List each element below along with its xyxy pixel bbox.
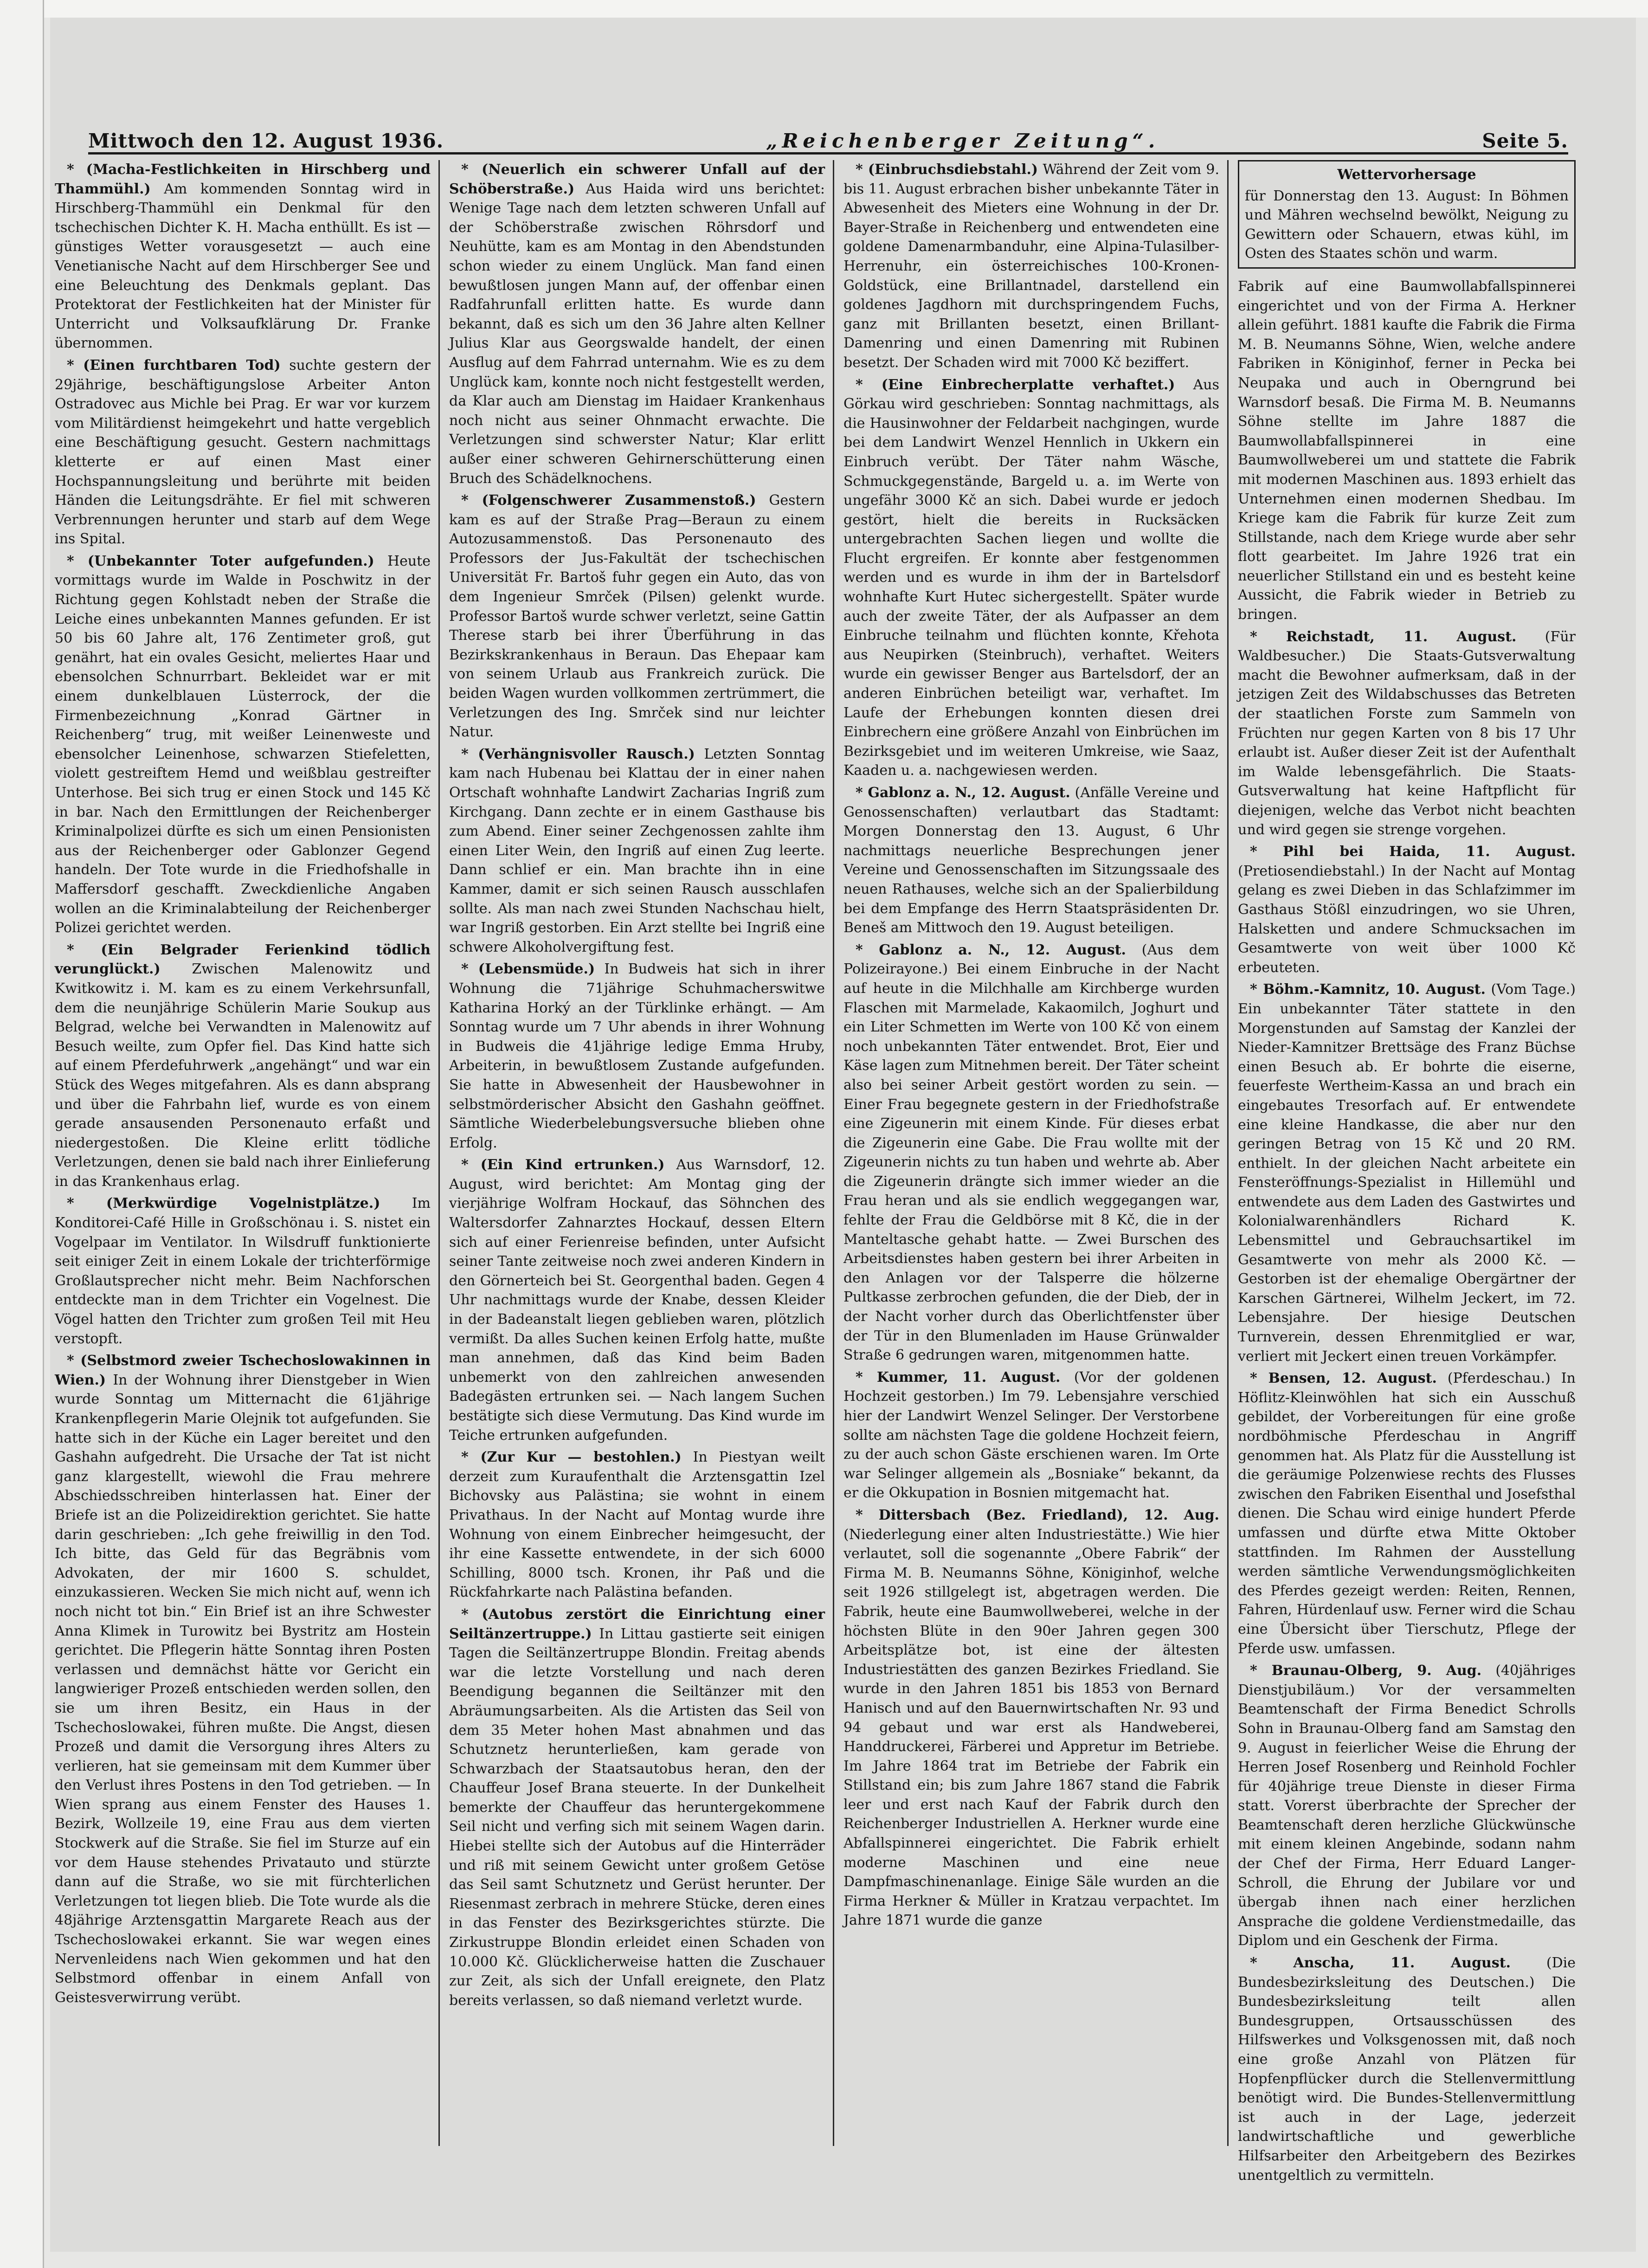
- article-lead: * Kummer, 11. August.: [856, 1369, 1061, 1385]
- article-text: Am kommenden Sonntag wird in Hirschberg-Thammühl ein Denkmal für den tschechischen Dichter K. H. Macha enthüllt. Es ist — günstiges Wetter vorausgesetzt — auch eine Venetianische Nacht auf dem Hirschberger See und eine Beleuchtung des Denkmals geplant. Das Protektorat der Festlichkeiten hat der Minister für Unterricht und Volksaufklärung Dr. Franke übernommen.: [55, 180, 431, 352]
- article-lead: * (Neuerlich ein schwerer Unfall auf der Schöberstraße.): [449, 161, 825, 197]
- article-text: Letzten Sonntag kam nach Hubenau bei Klattau der in einer nahen Ortschaft wohnhafte Landwirt Zacharias Ingriß zum Kirchgang. Dann zechte er in einem Gasthause bis zum Abend. Einer seiner Zechgenossen zahlte ihm einen Liter Wein, den Ingriß auf einen Zug leerte. Dann schlief er ein. Man brachte ihn in eine Kammer, damit er sich seinen Rausch ausschlafen sollte. Als man nach zwei Stunden Nachschau hielt, war Ingriß gestorben. Ein Arzt stellte bei Ingriß eine schwere Alkoholvergiftung fest.: [449, 746, 825, 955]
- article-paragraph: [843, 941, 1219, 1365]
- article-lead: * Gablonz a. N., 12. August.: [856, 941, 1126, 958]
- article-lead: * (Autobus zerstört die Einrichtung einer Seiltänzertruppe.): [449, 1606, 825, 1642]
- scan-top-edge: [0, 0, 1648, 18]
- article-lead: * Braunau-Olberg, 9. Aug.: [1250, 1662, 1482, 1679]
- column-2: [449, 160, 825, 2146]
- article-paragraph: [843, 1368, 1219, 1503]
- page-number: Seite 5.: [1482, 129, 1568, 152]
- article-lead: * Bensen, 12. August.: [1250, 1370, 1437, 1387]
- article-paragraph: [1238, 1953, 1576, 2185]
- article-lead: * (Ein Kind ertrunken.): [461, 1157, 665, 1173]
- article-paragraph: [843, 375, 1219, 780]
- column-rule: [438, 160, 440, 2146]
- article-paragraph: [55, 160, 431, 353]
- article-paragraph: [55, 1351, 431, 2007]
- weather-forecast-box: [1238, 160, 1576, 269]
- article-paragraph: [449, 160, 825, 488]
- article-paragraph: [1238, 1661, 1576, 1951]
- article-lead: * Reichstadt, 11. August.: [1250, 628, 1517, 645]
- article-text: (Aus dem Polizeirayone.) Bei einem Einbruche in der Nacht auf heute in die Milchhalle am Kirchberge wurden Flaschen mit Marmelade, Kakaomilch, Joghurt und ein Liter Schmetten im Werte von 100 Kč von einem noch unbekannten Täter entwendet. Brot, Eier und Käse lagen zum Mitnehmen bereit. Der Täter scheint also bei seiner Arbeit gestört worden zu sein. — Einer Frau begegnete gestern in der Friedhofstraße eine Zigeunerin mit einem Kinde. Für dieses erbat die Zigeunerin eine Gabe. Die Frau wollte mit der Zigeunerin nichts zu tun haben und wehrte ab. Aber die Zigeunerin drängte sich immer wieder an die Frau heran und als sie endlich weggegangen war, fehlte der Frau die Geldbörse mit 8 Kč, die in der Manteltasche gehabt hatte. — Zwei Burschen des Arbeitsdienstes haben gestern bei ihrer Arbeiten in den Anlagen vor der Talsperre die hölzerne Pultkasse zerbrochen gefunden, die der Dieb, der in der Nacht vorher durch das Oberlichtfenster über der Tür in den Blumenladen im Hause Grünwalder Straße 6 gedrungen waren, mitgenommen hatte.: [843, 941, 1220, 1364]
- article-paragraph: [843, 1506, 1219, 1930]
- article-paragraph: [449, 491, 825, 742]
- article-paragraph: [1238, 1369, 1576, 1658]
- article-text: Aus Görkau wird geschrieben: Sonntag nachmittags, als die Hausinwohner der Feldarbeit nachgingen, wurde bei dem Landwirt Wenzel Hennlich in Ukkern ein Einbruch verübt. Der Täter nahm Wäsche, Schmuckgegenstände, Bargeld u. a. im Werte von ungefähr 3000 Kč an sich. Dabei wurde er jedoch gestört, hielt die bereits in Rucksäcken untergebrachten Sachen liegen und wollte die Flucht ergreifen. Er konnte aber festgenommen werden und es wurde in ihm der in Bartelsdorf wohnhafte Kurt Hutec sichergestellt. Später wurde auch der zweite Täter, der als Aufpasser an dem Einbruche teilnahm und flüchten konnte, Křehota aus Neupirken (Steinbruch), verhaftet. Weiters wurde ein gewisser Benger aus Bartelsdorf, der an anderen Einbrüchen beteiligt war, verhaftet. Im Laufe der Erhebungen konnten diesen drei Einbrechern eine größere Anzahl von Einbrüchen im Bezirksgebiet und im weiteren Umkreise, wie Saaz, Kaaden u. a. nachgewiesen werden.: [843, 376, 1219, 779]
- column-4: [1238, 160, 1576, 2184]
- column-rule: [1227, 160, 1229, 2146]
- article-text: (Vom Tage.) Ein unbekannter Täter stattete in den Morgenstunden auf Samstag der Kanzlei der Nieder-Kamnitzer Brettsäge des Franz Büchse einen Besuch ab. Er bohrte die eiserne, feuerfeste Wertheim-Kassa an und brach ein eingebautes Tresorfach auf. Er entwendete eine kleine Handkasse, die aber nur den geringen Betrag von 15 Kč und 20 RM. enthielt. In der gleichen Nacht arbeitete ein Fensteröffnungs-Spezialist in Hillemühl und entwendete aus dem Laden des Gastwirtes und Kolonialwarenhändlers Richard K. Lebensmittel und Gebrauchsartikel im Gesamtwerte von mehr als 2000 Kč. — Gestorben ist der ehemalige Obergärtner der Karschen Gärtnerei, Wilhelm Jeckert, im 72. Lebensjahre. Der hiesige Deutschen Turnverein, dessen Ehrenmitglied er war, verliert mit Jeckert einen treuen Vorkämpfer.: [1238, 981, 1576, 1365]
- article-paragraph: [449, 1605, 825, 2010]
- article-paragraph: [55, 552, 431, 938]
- article-text: (Die Bundesbezirksleitung des Deutschen.) Die Bundesbezirksleitung teilt allen Bundesgruppen, Ortsausschüssen des Hilfswerkes und Volksgenossen mit, daß noch eine große Anzahl von Plätzen für Hopfenpflücker durch die Stellenvermittlung benötigt wird. Die Bundes-Stellenvermittlung ist auch in der Lage, jederzeit landwirtschaftliche und gewerbliche Hilfsarbeiter den Arbeitgebern des Bezirkes unentgeltlich zu vermitteln.: [1238, 1955, 1576, 2184]
- article-text: In Budweis hat sich in ihrer Wohnung die 71jährige Schuhmacherswitwe Katharina Horký an der Türklinke erhängt. — Am Sonntag wurde um 7 Uhr abends in ihrer Wohnung in Budweis die 41jährige ledige Emma Hruby, Arbeiterin, in bewußtlosem Zustande aufgefunden. Sie hatte in Abwesenheit der Hausbewohner in selbstmörderischer Absicht den Gashahn geöffnet. Sämtliche Wiederbelebungsversuche blieben ohne Erfolg.: [449, 961, 825, 1151]
- article-lead: * Dittersbach (Bez. Friedland), 12. Aug.: [856, 1507, 1219, 1523]
- article-text: (Anfälle Vereine und Genossenschaften) verlautbart das Stadtamt: Morgen Donnerstag den 13. August, 6 Uhr nachmittags neuerliche Besprechungen jener Vereine und Genossenschaften im Sitzungssaale des neuen Rathauses, welche sich an der Spalierbildung bei dem Empfange des Herrn Staatspräsidenten Dr. Beneš am Mittwoch den 19. August beteiligen.: [843, 785, 1219, 936]
- article-paragraph: [55, 941, 431, 1192]
- article-lead: * (Einbruchsdiebstahl.): [856, 161, 1038, 178]
- article-lead: * (Merkwürdige Vogelnistplätze.): [67, 1195, 380, 1212]
- page-header: [88, 115, 1568, 155]
- article-text: In der Wohnung ihrer Dienstgeber in Wien wurde Sonntag um Mitternacht die 61jährige Krankenpflegerin Marie Olejnik tot aufgefunden. Sie hatte sich in der Küche ein Lager bereitet und den Gashahn aufgedreht. Die Ursache der Tat ist nicht ganz klargestellt, wiewohl die Frau mehrere Abschiedsschreiben hinterlassen hat. Einer der Briefe ist an die Polizeidirektion gerichtet. Sie hatte darin geschrieben: „Ich gehe freiwillig in den Tod. Ich bitte, das Geld für das Begräbnis vom Advokaten, der mir 1600 S. schuldet, einzukassieren. Wecken Sie mich nicht auf, wenn ich noch nicht tot bin.“ Ein Brief ist an ihre Schwester Anna Klimek in Turowitz bei Bystritz am Hostein gerichtet. Die Pflegerin hätte Sonntag ihren Posten verlassen und demnächst hätte vor Gericht ein langwieriger Prozeß entschieden werden sollen, den sie um ihren Besitz, ein Haus in der Tschechoslowakei, führen mußte. Die Angst, diesen Prozeß und damit die Versorgung ihres Alters zu verlieren, hat sie gemeinsam mit dem Kummer über den Verlust ihres Postens in den Tod getrieben. — In Wien sprang aus einem Fenster des Hauses 1. Bezirk, Wollzeile 19, eine Frau aus dem vierten Stockwerk auf die Straße. Sie fiel im Sturze auf ein vor dem Hause stehendes Privatauto und stürzte dann auf die Straße, wo sie mit fürchterlichen Verletzungen tot liegen blieb. Die Tote wurde als die 48jährige Arztensgattin Margarete Reach aus der Tschechoslowakei erkannt. Sie war wegen eines Nervenleidens nach Wien gekommen und hat den Selbstmord offenbar in einem Anfall von Geistesverwirrung verübt.: [55, 1372, 431, 2006]
- article-lead: * Pihl bei Haida, 11. August.: [1250, 844, 1576, 860]
- article-paragraph: [449, 1155, 825, 1445]
- article-lead: * (Unbekannter Toter aufgefunden.): [67, 553, 374, 569]
- article-text: In Piestyan weilt derzeit zum Kuraufenthalt die Arztensgattin Izel Bichovsky aus Palästina; sie wohnt in einem Privathaus. In der Nacht auf Montag wurde ihre Wohnung von einem Einbrecher heimgesucht, der ihr eine Kassette entwendete, in der sich 6000 Schilling, 8000 tsch. Kronen, ihr Paß und die Rückfahrkarte nach Palästina befanden.: [449, 1449, 825, 1601]
- article-lead: * (Verhängnisvoller Rausch.): [461, 746, 695, 762]
- article-paragraph: [1238, 842, 1576, 977]
- article-paragraph: [843, 160, 1219, 373]
- article-text: (40jähriges Dienstjubiläum.) Vor der versammelten Beamtenschaft der Firma Benedict Schrolls Sohn in Braunau-Olberg fand am Samstag den 9. August in feierlicher Weise die Ehrung der Herren Josef Rosenberg und Reinhold Fochler für 40jährige treue Dienste in dieser Firma statt. Vorerst überbrachte der Sprecher der Beamtenschaft deren herzliche Glückwünsche mit einem kleinen Angebinde, sodann nahm der Chef der Firma, Herr Eduard Langer-Schroll, die Ehrung der Jubilare vor und übergab ihnen nach einer herzlichen Ansprache die goldene Verdienstmedaille, das Diplom und ein Geschenk der Firma.: [1238, 1662, 1576, 1949]
- article-paragraph: [1238, 980, 1576, 1366]
- article-text: Aus Haida wird uns berichtet: Wenige Tage nach dem letzten schweren Unfall auf der Schöberstraße zwischen Röhrsdorf und Neuhütte, kam es am Montag in den Abendstunden schon wieder zu einem Unglück. Man fand einen bewußtlosen jungen Mann auf, der offenbar einen Radfahrunfall erlitten hatte. Es wurde dann bekannt, daß es sich um den 36 Jahre alten Kellner Julius Klar aus Georgswalde handelt, der einen Ausflug auf dem Fahrrad unternahm. Wie es zu dem Unglück kam, konnte noch nicht festgestellt werden, da Klar auch am Dienstag im Haidaer Krankenhaus noch nicht aus seiner Ohnmacht erwachte. Die Verletzungen sind schwerster Natur; Klar erlitt außer einer schweren Gehirnerschütterung einen Bruch des Schädelknochens.: [449, 180, 825, 487]
- article-text: Heute vormittags wurde im Walde in Poschwitz in der Richtung gegen Kohlstadt neben der Straße die Leiche eines unbekannten Mannes gefunden. Er ist 50 bis 60 Jahre alt, 176 Zentimeter groß, gut genährt, hat ein ovales Gesicht, meliertes Haar und ebensolchen Schnurrbart. Bekleidet war er mit einem dunkelblauen Lüsterrock, der die Firmenbezeichnung „Konrad Gärtner in Reichenberg“ trug, mit weißer Leinenweste und ebensolcher Leinenhose, schwarzen Stiefeletten, violett gestreiftem Hemd und weißblau gestreifter Unterhose. Bei sich trug er einen Stock und 145 Kč in bar. Nach den Ermittlungen der Reichenberger Kriminalpolizei dürfte es sich um einen Pensionisten aus der Reichenberger oder Gablonzer Gegend handeln. Der Tote wurde in die Friedhofshalle in Maffersdorf geschafft. Zweckdienliche Angaben wollen an die Kriminalabteilung der Reichenberger Polizei gerichtet werden.: [55, 553, 431, 936]
- article-lead: * (Lebensmüde.): [461, 961, 595, 978]
- article-paragraph: [55, 356, 431, 549]
- article-text: Fabrik auf eine Baumwollabfallspinnerei eingerichtet und von der Firma A. Herkner allein geführt. 1881 kaufte die Fabrik die Firma M. B. Neumanns Söhne, Wien, welche andere Fabriken in Königinhof, ferner in Pecka bei Neupaka und auch in Oberngrund bei Warnsdorf besaß. Die Firma M. B. Neumanns Söhne stellte im Jahre 1887 die Baumwollabfallspinnerei in eine Baumwollweberei um und stattete die Fabrik mit modernen Maschinen aus. 1893 erhielt das Unternehmen einen modernen Shedbau. Im Kriege kam die Fabrik für kurze Zeit zum Stillstande, nach dem Kriege wurde aber sehr flott gearbeitet. Im Jahre 1926 trat ein neuerlicher Stillstand ein und es besteht keine Aussicht, die Fabrik wieder in Betrieb zu bringen.: [1238, 278, 1576, 623]
- article-text: Im Konditorei-Café Hille in Großschönau i. S. nistet ein Vogelpaar im Ventilator. In Wilsdruff funktionierte seit einiger Zeit in einem Lokale der trichterförmige Großlautsprecher nicht mehr. Beim Nachforschen entdeckte man in dem Trichter ein Vogelnest. Die Vögel hatten den Trichter zum großen Teil mit Heu verstopft.: [55, 1195, 431, 1347]
- article-lead: * Anscha, 11. August.: [1250, 1955, 1511, 1972]
- article-lead: * Böhm.-Kamnitz, 10. August.: [1250, 981, 1486, 998]
- column-rule: [833, 160, 834, 2146]
- article-paragraph: [843, 783, 1219, 938]
- column-1: [55, 160, 431, 2146]
- article-text: (Pferdeschau.) In Höflitz-Kleinwöhlen hat sich ein Ausschuß gebildet, der Vorbereitungen für eine große nordböhmische Pferdeschau in Angriff genommen hat. Als Platz für die Ausstellung ist die geräumige Polzenwiese rechts des Flusses zwischen den Fabriken Eisenthal und Josefsthal dienen. Die Schau wird einige hundert Pferde umfassen und dürfte etwa Mitte Oktober stattfinden. Im Rahmen der Ausstellung werden sämtliche Verwendungsmöglichkeiten des Pferdes gezeigt werden: Reiten, Rennen, Fahren, Hürdenlauf usw. Ferner wird die Schau eine Übersicht über Tierschutz, Pflege der Pferde usw. umfassen.: [1238, 1370, 1576, 1657]
- column-3: [843, 160, 1219, 2146]
- article-text: Während der Zeit vom 9. bis 11. August erbrachen bisher unbekannte Täter in Abwesenheit des Mieters eine Wohnung in der Dr. Bayer-Straße in Reichenberg und entwendeten eine goldene Damenarmbanduhr, eine Alpina-Tulasilber-Herrenuhr, ein österreichisches 100-Kronen-Goldstück, eine Brillantnadel, darstellend ein goldenes Jagdhorn mit durchspringendem Fuchs, ganz mit Brillanten besetzt, einen Brillant-Damenring und einen Damenring mit Rubinen besetzt. Der Schaden wird mit 7000 Kč beziffert.: [843, 161, 1219, 371]
- article-text: (Vor der goldenen Hochzeit gestorben.) Im 79. Lebensjahre verschied hier der Landwirt Wenzel Selinger. Der Verstorbene sollte am nächsten Tage die goldene Hochzeit feiern, zu der auch schon Gäste erschienen waren. Im Orte war Selinger allgemein als „Bosniake“ bekannt, da er die Okkupation in Bosnien mitgemacht hat.: [843, 1369, 1219, 1501]
- article-lead: * (Selbstmord zweier Tschechoslowakinnen in Wien.): [55, 1353, 431, 1388]
- article-text: Gestern kam es auf der Straße Prag—Beraun zu einem Autozusammenstoß. Das Personenauto des Professors der Jus-Fakultät der tschechischen Universität Fr. Bartoš fuhr gegen ein Auto, das von dem Ingenieur Smrček (Pilsen) gelenkt wurde. Professor Bartoš wurde schwer verletzt, seine Gattin Therese starb bei ihrer Überführung in das Bezirkskrankenhaus in Beraun. Das Ehepaar kam von seinem Urlaub aus Frankreich zurück. Die beiden Wagen wurden vollkommen zertrümmert, die Verletzungen des Ing. Smrček sind nur leichter Natur.: [449, 492, 825, 741]
- article-lead: * (Ein Belgrader Ferienkind tödlich verunglückt.): [55, 941, 431, 978]
- article-lead: * (Zur Kur — bestohlen.): [461, 1449, 682, 1466]
- article-paragraph: [449, 745, 825, 957]
- article-lead: * (Folgenschwerer Zusammenstoß.): [461, 492, 756, 509]
- article-paragraph: [1238, 277, 1576, 625]
- article-lead: * Gablonz a. N., 12. August.: [856, 785, 1070, 801]
- weather-title: Wettervorhersage: [1337, 167, 1476, 183]
- article-text: (Niederlegung einer alten Industriestätte.) Wie hier verlautet, soll die sogenannte „Obere Fabrik“ der Firma M. B. Neumanns Söhne, Königinhof, welche seit 1926 stillgelegt ist, abgetragen werden. Die Fabrik, heute eine Baumwollweberei, welche in der höchsten Blüte in den 90er Jahren gegen 300 Arbeitsplätze bot, ist eine der ältesten Industriestätten des ganzen Bezirkes Friedland. Sie wurde in den Jahren 1851 bis 1853 von Bernard Hanisch und auf den Bauernwirtschaften Nr. 93 und 94 gebaut und war erst als Handweberei, Handdruckerei, Färberei und Appretur im Betriebe. Im Jahre 1864 trat im Betriebe der Fabrik ein Stillstand ein; bis zum Jahre 1867 stand die Fabrik leer und erst nach Kauf der Fabrik durch den Reichenberger Industriellen A. Herkner wurde eine Abfallspinnerei eingerichtet. Die Fabrik erhielt moderne Maschinen und eine neue Dampfmaschinenanlage. Einige Säle wurden an die Firma Herkner & Müller in Kratzau verpachtet. Im Jahre 1871 wurde die ganze: [843, 1526, 1219, 1929]
- masthead-title: „Reichenberger Zeitung“.: [766, 129, 1160, 152]
- article-text: In Littau gastierte seit einigen Tagen die Seiltänzertruppe Blondin. Freitag abends war die letzte Vorstellung und nach deren Beendigung begannen die Seiltänzer mit den Abräumungsarbeiten. Als die Artisten das Seil von dem 35 Meter hohen Mast abnahmen und das Schutznetz herunterließen, kam gerade von Schwarzbach der Staatsautobus heran, den der Chauffeur Josef Brana steuerte. In der Dunkelheit bemerkte der Chauffeur das heruntergekommene Seil nicht und verfing sich mit seinem Wagen darin. Hiebei stellte sich der Autobus auf die Hinterräder und riß mit seinem Gewicht unter großem Getöse das Seil samt Schutznetz und Gerüst herunter. Der Riesenmast zerbrach in mehrere Stücke, deren eines in das Fenster des Bezirksgerichtes stürzte. Die Zirkustruppe Blondin erleidet einen Schaden von 10.000 Kč. Glücklicherweise hatten die Zuschauer zur Zeit, als sich der Unfall ereignete, den Platz bereits verlassen, so daß niemand verletzt wurde.: [449, 1625, 825, 2009]
- article-text: suchte gestern der 29jährige, beschäftigungslose Arbeiter Anton Ostradovec aus Michle bei Prag. Er war vor kurzem vom Militärdienst heimgekehrt und hatte vergeblich eine Beschäftigung gesucht. Gestern nachmittags kletterte er auf einen Mast einer Hochspannungsleitung und berührte mit beiden Händen die Leitungsdrähte. Er fiel mit schweren Verbrennungen herunter und starb auf dem Wege ins Spital.: [55, 357, 431, 548]
- article-lead: * (Eine Einbrecherplatte verhaftet.): [856, 376, 1175, 393]
- scan-binding-edge: [0, 0, 44, 2268]
- article-paragraph: [449, 960, 825, 1153]
- article-lead: * (Macha-Festlichkeiten in Hirschberg und Thammühl.): [55, 161, 431, 197]
- article-paragraph: [1238, 627, 1576, 840]
- article-text: Zwischen Malenowitz und Kwitkowitz i. M. kam es zu einem Verkehrsunfall, dem die neunjährige Schülerin Marie Soukup aus Belgrad, welche bei Verwandten in Malenowitz auf Besuch weilte, zum Opfer fiel. Das Kind hatte sich auf einem Pferdefuhrwerk „angehängt“ und war ein Stück des Weges mitgefahren. Als es dann absprang und über die Fahrbahn lief, wurde es von einem gerade ansausenden Personenauto erfaßt und niedergestoßen. Die Kleine erlitt tödliche Verletzungen, denen sie bald nach ihrer Einlieferung in das Krankenhaus erlag.: [55, 961, 431, 1190]
- article-text: Aus Warnsdorf, 12. August, wird berichtet: Am Montag ging der vierjährige Wolfram Hockauf, das Söhnchen des Waltersdorfer Zahnarztes Hockauf, dessen Eltern sich auf einer Ferienreise befinden, unter Aufsicht seiner Tante zeitweise noch zwei anderen Kindern in den Görnerteich bei St. Georgenthal baden. Gegen 4 Uhr nachmittags wurde der Knabe, dessen Kleider in der Badeanstalt liegen geblieben waren, plötzlich vermißt. Da alles Suchen keinen Erfolg hatte, mußte man annehmen, daß das Kind beim Baden unbemerkt von den zahlreichen anwesenden Badegästen ertrunken sei. — Nach langem Suchen bestätigte sich diese Vermutung. Das Kind wurde im Teiche ertrunken aufgefunden.: [449, 1157, 825, 1443]
- issue-date: Mittwoch den 12. August 1936.: [88, 129, 444, 152]
- weather-text: für Donnerstag den 13. August: In Böhmen und Mähren wechselnd bewölkt, Neigung zu Gewittern oder Schauern, etwas kühl, im Osten des Staates schön und warm.: [1245, 187, 1569, 262]
- article-paragraph: [55, 1194, 431, 1348]
- article-text: (Pretiosendiebstahl.) In der Nacht auf Montag gelang es zwei Dieben in das Schlafzimmer im Gasthaus Stößl einzudringen, wo sie Uhren, Halsketten und andere Schmucksachen im Gesamtwerte von weit über 1000 Kč erbeuteten.: [1238, 863, 1576, 976]
- article-lead: * (Einen furchtbaren Tod): [67, 357, 281, 374]
- article-text: (Für Waldbesucher.) Die Staats-Gutsverwaltung macht die Bewohner aufmerksam, daß in der jetzigen Zeit des Wildabschusses das Betreten der staatlichen Forste zum Sammeln von Früchten nur gegen Karten von 8 bis 17 Uhr erlaubt ist. Außer dieser Zeit ist der Aufenthalt im Walde lebensgefährlich. Die Staats-Gutsverwaltung hat keine Haftpflicht für diejenigen, welche das Verbot nicht beachten und wird gegen sie strenge vorgehen.: [1238, 628, 1576, 838]
- article-paragraph: [449, 1448, 825, 1602]
